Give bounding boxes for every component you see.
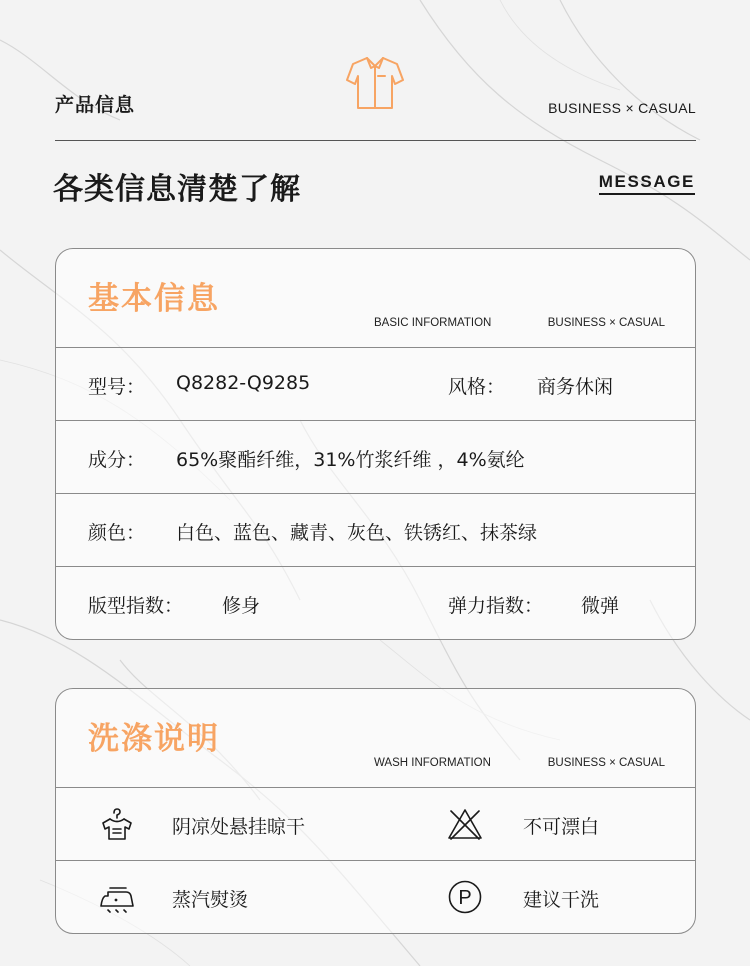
info-row-composition: [56, 421, 695, 494]
message-label: MESSAGE: [599, 172, 695, 195]
stretch-label: 弹力指数：: [448, 595, 544, 617]
steam-iron-text: 蒸汽熨烫: [172, 889, 249, 911]
shirt-icon: [345, 54, 405, 112]
fit-value: 修身: [222, 595, 261, 617]
wash-info-card: [55, 688, 696, 934]
svg-text:P: P: [458, 887, 472, 909]
info-row-model: [56, 348, 695, 421]
composition-label: 成分：: [88, 449, 146, 471]
no-bleach-text: 不可漂白: [523, 816, 600, 838]
composition-value: 65%聚酯纤维，31%竹浆纤维 ，4%氨纶: [176, 449, 525, 471]
no-bleach-icon: [446, 805, 484, 843]
header-divider: [55, 140, 696, 141]
stretch-value: 微弹: [581, 595, 620, 617]
style-label: 风格：: [448, 376, 506, 398]
wash-info-subtitle: WASH INFORMATION: [374, 757, 491, 769]
dry-clean-text: 建议干洗: [523, 889, 600, 911]
basic-info-tagline: BUSINESS × CASUAL: [547, 317, 665, 329]
page-heading: 各类信息清楚了解: [53, 172, 301, 207]
colors-value: 白色、蓝色、藏青、灰色、铁锈红、抹茶绿: [176, 522, 538, 544]
info-row-fit: [56, 567, 695, 640]
wash-info-tagline: BUSINESS × CASUAL: [547, 757, 665, 769]
wash-info-title: 洗涤说明: [88, 721, 220, 757]
basic-info-title: 基本信息: [88, 281, 220, 317]
basic-info-card: [55, 248, 696, 640]
steam-iron-icon: [98, 878, 136, 916]
hang-dry-shade-icon: [98, 805, 136, 843]
colors-label: 颜色：: [88, 522, 146, 544]
hang-dry-text: 阴凉处悬挂晾干: [172, 816, 306, 838]
wash-row: [56, 788, 695, 861]
basic-info-header: [56, 249, 695, 348]
model-value: Q8282-Q9285: [176, 372, 311, 394]
info-row-colors: [56, 494, 695, 567]
basic-info-subtitle: BASIC INFORMATION: [374, 317, 492, 329]
fit-label: 版型指数：: [88, 595, 184, 617]
dry-clean-p-icon: [446, 878, 484, 916]
wash-info-header: [56, 689, 695, 788]
style-value: 商务休闲: [537, 376, 614, 398]
model-label: 型号：: [88, 376, 146, 398]
wash-row: [56, 861, 695, 934]
tagline: BUSINESS × CASUAL: [548, 100, 696, 116]
section-title: 产品信息: [55, 94, 136, 116]
